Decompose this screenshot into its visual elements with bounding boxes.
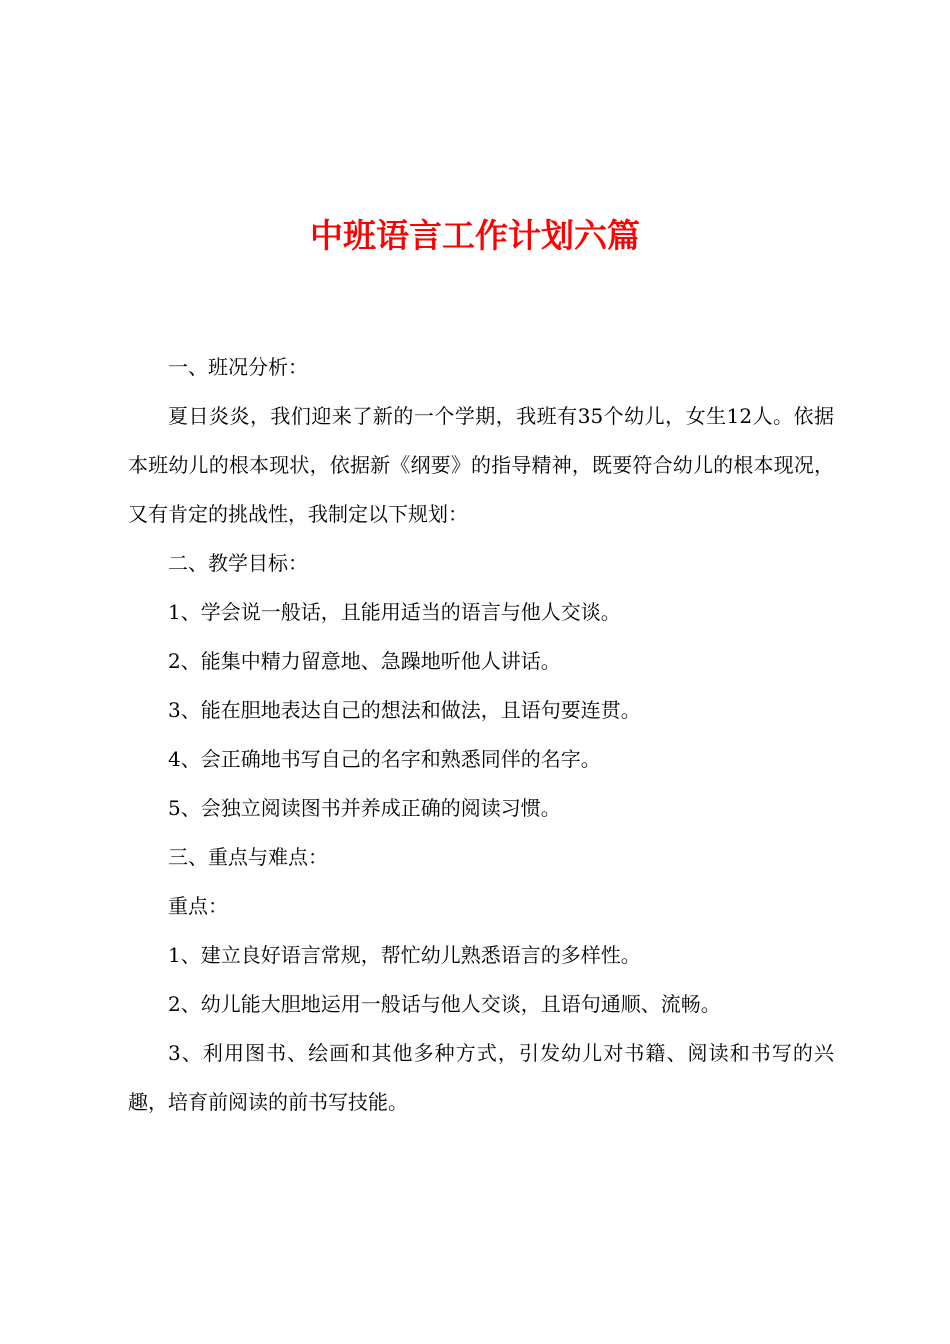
sub-heading-key-points: 重点：	[168, 894, 228, 918]
section-heading-class-analysis: 一、班况分析：	[168, 355, 308, 379]
list-item-goal-5: 5、会独立阅读图书并养成正确的阅读习惯。	[168, 796, 561, 820]
document-body	[128, 343, 834, 1127]
list-item-key-2: 2、幼儿能大胆地运用一般话与他人交谈，且语句通顺、流畅。	[168, 992, 721, 1016]
document-title: 中班语言工作计划六篇	[310, 216, 640, 255]
list-item-goal-1: 1、学会说一般话，且能用适当的语言与他人交谈。	[168, 600, 621, 624]
list-item-goal-2: 2、能集中精力留意地、急躁地听他人讲话。	[168, 649, 561, 673]
paragraph-class-analysis: 夏日炎炎，我们迎来了新的一个学期，我班有35个幼儿，女生12人。依据本班幼儿的根本现状，依据新《纲要》的指导精神，既要符合幼儿的根本现况，又有肯定的挑战性，我制定以下规划：	[128, 404, 834, 526]
section-heading-key-points: 三、重点与难点：	[168, 845, 328, 869]
list-item-goal-3: 3、能在胆地表达自己的想法和做法，且语句要连贯。	[168, 698, 641, 722]
list-item-key-1: 1、建立良好语言常规，帮忙幼儿熟悉语言的多样性。	[168, 943, 641, 967]
section-heading-teaching-goals: 二、教学目标：	[168, 551, 308, 575]
list-item-key-3: 3、利用图书、绘画和其他多种方式，引发幼儿对书籍、阅读和书写的兴趣，培育前阅读的前书写技能。	[128, 1041, 834, 1114]
list-item-goal-4: 4、会正确地书写自己的名字和熟悉同伴的名字。	[168, 747, 601, 771]
